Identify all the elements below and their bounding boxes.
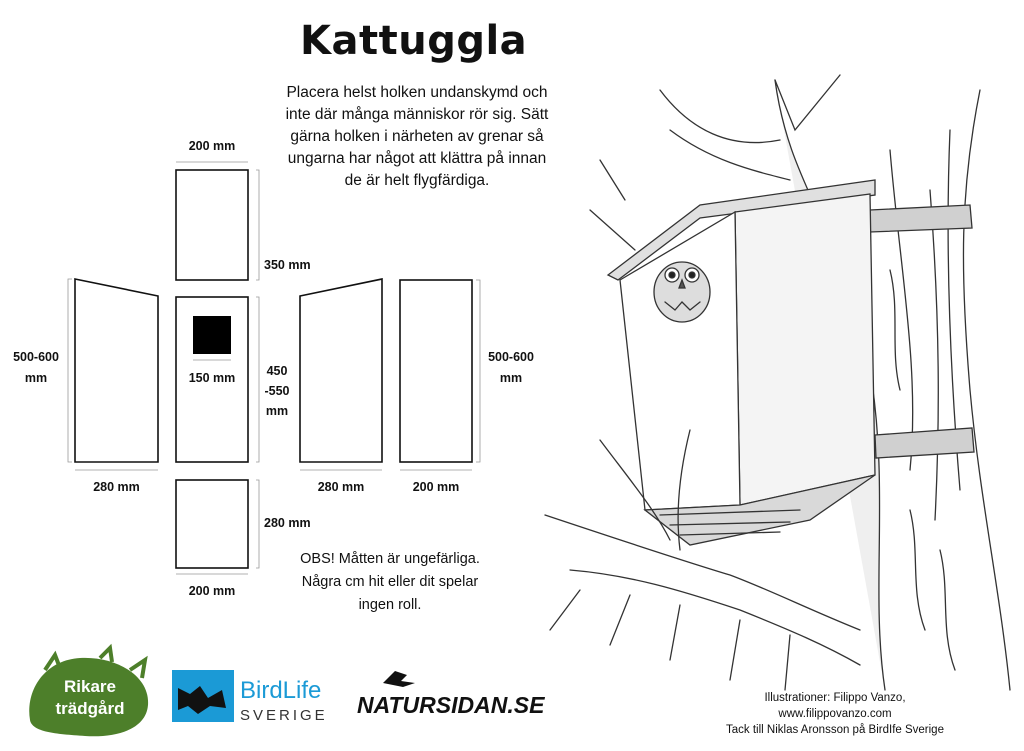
- intro-text: Placera helst holken undanskymd och inte där många människor rör sig. Sätt gärna holken i närheten av grenar så ungarna har något att klättra på innan de är helt flygfärdiga.: [285, 84, 549, 189]
- sverige-logo-text: SVERIGE: [240, 707, 328, 724]
- front-height-label: 450 -550 mm: [264, 364, 290, 418]
- rikare-tradgard-logo: [20, 650, 160, 740]
- rikare-logo-line1: Rikare: [64, 677, 116, 696]
- natursidan-logo-text: NATURSIDAN.SE: [357, 692, 545, 718]
- birdlife-logo-text: BirdLife: [240, 677, 322, 704]
- back-panel: [400, 280, 472, 462]
- page-title: Kattuggla: [300, 18, 528, 64]
- owl-box-illustration: [540, 70, 1020, 710]
- right-side-panel: [300, 279, 382, 462]
- right-side-width-label: 280 mm: [317, 480, 365, 494]
- hole-size-label: 150 mm: [188, 371, 236, 385]
- left-height-label: 500-600 mm: [13, 350, 59, 385]
- birdlife-sverige-logo: [170, 668, 328, 726]
- credits-line-thanks: Tack till Niklas Aronsson på BirdIfe Sverige: [726, 724, 944, 736]
- entrance-hole: [193, 316, 231, 354]
- credits-line-illustrator: Illustrationer: Filippo Vanzo,: [764, 692, 906, 704]
- roof-width-label: 200 mm: [188, 139, 236, 153]
- right-height-label: 500-600 mm: [488, 350, 534, 385]
- left-side-panel: [75, 279, 158, 462]
- floor-panel: [176, 480, 248, 568]
- measurement-note: OBS! Måtten är ungefärliga. Några cm hit eller dit spelar ingen roll.: [300, 551, 480, 613]
- back-width-label: 200 mm: [412, 480, 460, 494]
- credits-line-website: www.filippovanzo.com: [778, 708, 892, 720]
- floor-width-label: 200 mm: [188, 584, 236, 598]
- left-side-width-label: 280 mm: [93, 480, 140, 494]
- floor-length-label: 280 mm: [264, 516, 311, 530]
- credits: [700, 690, 970, 738]
- roof-length-label: 350 mm: [264, 258, 311, 272]
- roof-panel: [176, 170, 248, 280]
- natursidan-logo: [355, 665, 545, 723]
- rikare-logo-line2: trädgård: [55, 699, 125, 718]
